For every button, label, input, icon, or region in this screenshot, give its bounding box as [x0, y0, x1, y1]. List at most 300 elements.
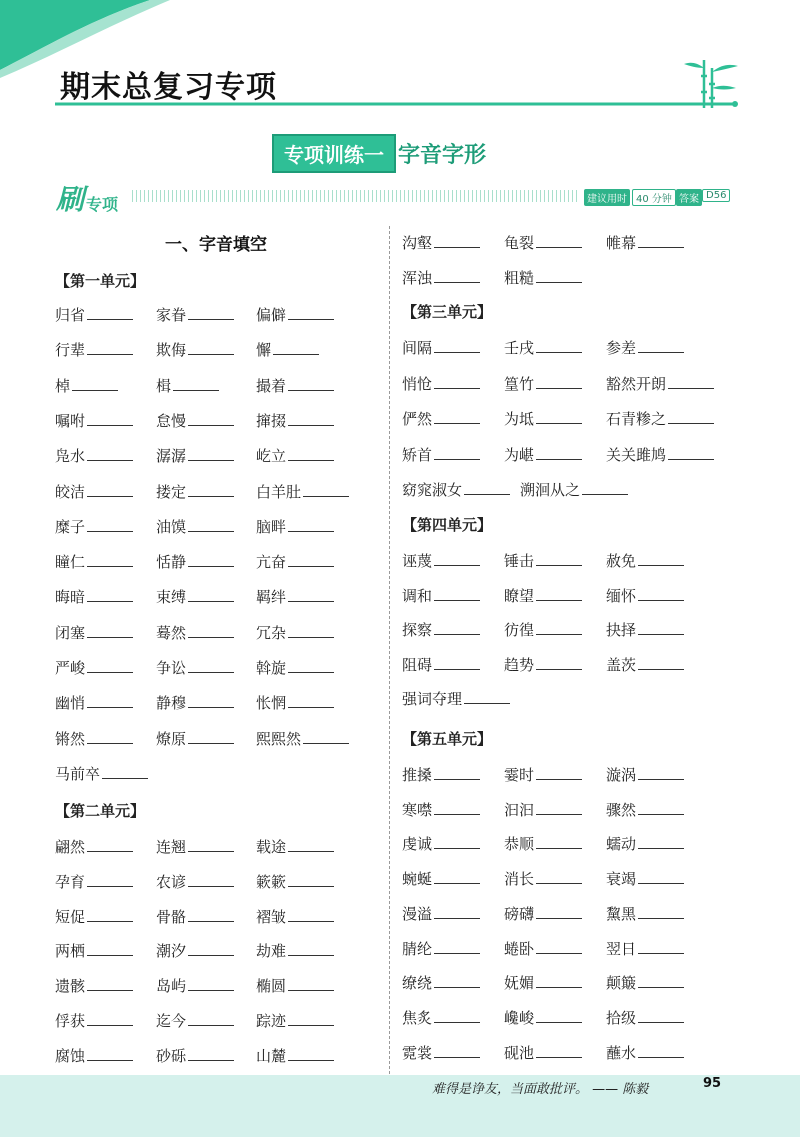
answer-blank[interactable]: [87, 340, 133, 355]
word-item: [55, 445, 133, 466]
section-title: [272, 136, 486, 170]
answer-blank[interactable]: [536, 445, 582, 460]
word-item: [256, 836, 334, 857]
footer-quote: 难得是诤友，当面敢批评。 —— 陈毅: [432, 1082, 649, 1097]
word-text: 岛屿: [156, 977, 187, 996]
answer-blank[interactable]: [638, 800, 684, 815]
word-item: [606, 337, 684, 358]
answer-blank[interactable]: [536, 869, 582, 884]
answer-value-tag: D56: [702, 189, 730, 202]
answer-blank[interactable]: [434, 268, 480, 283]
answer-blank[interactable]: [188, 340, 234, 355]
answer-blank[interactable]: [288, 1046, 334, 1061]
word-text: 抉择: [606, 621, 637, 639]
answer-blank[interactable]: [536, 1043, 582, 1058]
word-text: 束缚: [156, 588, 187, 607]
word-item: [55, 1045, 133, 1066]
answer-blank[interactable]: [536, 338, 582, 353]
answer-blank[interactable]: [188, 837, 234, 852]
answer-blank[interactable]: [536, 586, 582, 601]
word-text: 窈窕淑女: [402, 481, 463, 499]
answer-blank[interactable]: [87, 482, 133, 497]
word-text: 为坻: [504, 410, 535, 428]
answer-blank[interactable]: [288, 376, 334, 391]
word-text: 悄怆: [402, 374, 433, 393]
word-text: 农谚: [156, 872, 187, 891]
answer-blank[interactable]: [434, 655, 480, 670]
word-text: 壬戌: [504, 339, 535, 357]
word-item: [402, 833, 480, 854]
word-item: [504, 938, 582, 959]
word-text: 踪迹: [256, 1012, 287, 1030]
word-item: [504, 654, 582, 675]
word-text: 锤击: [504, 552, 535, 570]
word-text: 砚池: [504, 1043, 535, 1062]
word-item: [504, 764, 582, 785]
answer-blank[interactable]: [288, 623, 334, 638]
word-text: 趋势: [504, 655, 535, 674]
word-text: 霓裳: [402, 1043, 433, 1062]
page-number: 95: [703, 1076, 722, 1091]
word-item: [606, 373, 714, 394]
word-item: [402, 972, 480, 993]
word-item: [402, 868, 480, 889]
word-text: 颠簸: [606, 974, 637, 993]
answer-blank[interactable]: [536, 655, 582, 670]
word-item: [606, 1007, 684, 1028]
word-text: 骨骼: [156, 907, 187, 926]
word-text: 推搡: [402, 766, 433, 784]
word-item: [156, 410, 234, 431]
answer-blank[interactable]: [87, 976, 133, 991]
word-text: 浑浊: [402, 269, 433, 287]
word-text: 劫难: [256, 942, 287, 961]
word-text: 寒噤: [402, 800, 433, 819]
answer-blank[interactable]: [87, 729, 133, 744]
word-text: 调和: [402, 586, 433, 605]
word-text: 恬静: [156, 553, 187, 572]
answer-blank[interactable]: [87, 446, 133, 461]
word-item: [402, 479, 510, 500]
word-item: [402, 337, 480, 358]
answer-blank[interactable]: [87, 907, 133, 922]
word-item: [156, 445, 234, 466]
word-text: 拾级: [606, 1008, 637, 1027]
answer-blank[interactable]: [668, 445, 714, 460]
word-text: 瞳仁: [55, 553, 86, 572]
word-text: 迄今: [156, 1012, 187, 1030]
word-item: [504, 619, 582, 640]
answer-blank[interactable]: [536, 904, 582, 919]
word-item: [402, 373, 480, 394]
word-text: 俘获: [55, 1012, 86, 1030]
answer-blank[interactable]: [87, 941, 133, 956]
word-item: [504, 903, 582, 924]
answer-blank[interactable]: [188, 976, 234, 991]
word-item: [156, 586, 234, 607]
word-item: [55, 551, 133, 572]
answer-blank[interactable]: [434, 973, 480, 988]
answer-blank[interactable]: [536, 834, 582, 849]
word-item: [606, 654, 684, 675]
answer-blank[interactable]: [434, 800, 480, 815]
answer-blank[interactable]: [582, 480, 628, 495]
word-item: [256, 871, 334, 892]
word-item: [520, 479, 628, 500]
answer-blank[interactable]: [536, 939, 582, 954]
word-item: [55, 586, 133, 607]
answer-blank[interactable]: [638, 586, 684, 601]
word-item: [55, 763, 148, 784]
word-item: [606, 585, 684, 606]
answer-blank[interactable]: [87, 587, 133, 602]
word-item: [55, 836, 133, 857]
word-item: [55, 375, 118, 396]
answer-blank[interactable]: [188, 411, 234, 426]
word-text: 沟壑: [402, 234, 433, 252]
section-title-rest: 字音字形: [398, 142, 487, 168]
word-text: 漫溢: [402, 904, 433, 923]
answer-blank[interactable]: [188, 941, 234, 956]
answer-blank[interactable]: [87, 837, 133, 852]
answer-blank[interactable]: [288, 976, 334, 991]
word-text: 白羊肚: [256, 482, 302, 501]
answer-blank[interactable]: [638, 973, 684, 988]
answer-blank[interactable]: [288, 941, 334, 956]
answer-blank[interactable]: [288, 872, 334, 887]
word-text: 羁绊: [256, 588, 287, 607]
word-item: [156, 871, 234, 892]
word-item: [256, 975, 334, 996]
word-text: 糜子: [55, 517, 86, 536]
answer-blank[interactable]: [288, 305, 334, 320]
answer-blank[interactable]: [638, 1008, 684, 1023]
answer-blank[interactable]: [434, 620, 480, 635]
word-item: [606, 972, 684, 993]
word-item: [55, 622, 133, 643]
word-item: [504, 550, 582, 571]
word-text: 磅礴: [504, 904, 535, 923]
word-item: [504, 373, 582, 394]
word-text: 撮着: [256, 376, 287, 395]
word-text: 锵然: [55, 729, 86, 748]
word-text: 虔诚: [402, 835, 433, 854]
answer-blank[interactable]: [638, 620, 684, 635]
answer-blank[interactable]: [273, 340, 319, 355]
answer-blank[interactable]: [434, 869, 480, 884]
word-item: [256, 692, 334, 713]
answer-blank[interactable]: [434, 1043, 480, 1058]
word-item: [256, 906, 334, 927]
word-item: [606, 903, 684, 924]
word-text: 油馍: [156, 517, 187, 536]
word-text: 篁竹: [504, 374, 535, 393]
word-text: 幽悄: [55, 694, 86, 713]
word-text: 屹立: [256, 447, 287, 466]
answer-blank[interactable]: [536, 620, 582, 635]
word-text: 龟裂: [504, 234, 535, 252]
answer-blank[interactable]: [188, 872, 234, 887]
answer-blank[interactable]: [434, 233, 480, 248]
answer-blank[interactable]: [303, 729, 349, 744]
word-item: [504, 972, 582, 993]
answer-blank[interactable]: [434, 409, 480, 424]
word-text: 赦免: [606, 552, 637, 570]
answer-blank[interactable]: [102, 764, 148, 779]
answer-blank[interactable]: [434, 904, 480, 919]
word-text: 欺侮: [156, 341, 187, 360]
answer-blank[interactable]: [536, 551, 582, 566]
answer-blank[interactable]: [173, 376, 219, 391]
word-text: 蜿蜒: [402, 870, 433, 889]
answer-blank[interactable]: [434, 834, 480, 849]
word-text: 帷幕: [606, 234, 637, 252]
answer-blank[interactable]: [87, 1046, 133, 1061]
word-text: 诬蔑: [402, 552, 433, 570]
word-item: [402, 408, 480, 429]
answer-blank[interactable]: [536, 268, 582, 283]
word-item: [55, 906, 133, 927]
answer-blank[interactable]: [638, 765, 684, 780]
word-item: [606, 232, 684, 253]
answer-blank[interactable]: [668, 409, 714, 424]
answer-blank[interactable]: [536, 409, 582, 424]
word-item: [256, 481, 349, 502]
answer-blank[interactable]: [188, 305, 234, 320]
word-text: 潺潺: [156, 447, 187, 466]
word-text: 行辈: [55, 341, 86, 360]
word-text: 熙熙然: [256, 729, 302, 748]
word-item: [156, 657, 234, 678]
answer-blank[interactable]: [434, 586, 480, 601]
answer-blank[interactable]: [188, 446, 234, 461]
word-text: 蜷卧: [504, 939, 535, 958]
answer-blank[interactable]: [87, 552, 133, 567]
word-text: 凫水: [55, 447, 86, 466]
answer-blank[interactable]: [536, 800, 582, 815]
word-item: [402, 764, 480, 785]
word-text: 楫: [156, 376, 172, 395]
answer-blank[interactable]: [72, 376, 118, 391]
word-text: 间隔: [402, 339, 433, 357]
word-text: 簌簌: [256, 872, 287, 891]
answer-blank[interactable]: [464, 480, 510, 495]
word-text: 蠕动: [606, 835, 637, 854]
answer-blank[interactable]: [87, 1011, 133, 1026]
answer-blank[interactable]: [638, 1043, 684, 1058]
word-item: [402, 550, 480, 571]
answer-blank[interactable]: [188, 729, 234, 744]
answer-blank[interactable]: [188, 552, 234, 567]
word-text: 腐蚀: [55, 1046, 86, 1065]
answer-blank[interactable]: [638, 904, 684, 919]
answer-blank[interactable]: [536, 1008, 582, 1023]
answer-label-tag: 答案: [676, 189, 702, 206]
word-text: 漩涡: [606, 766, 637, 784]
word-item: [55, 1010, 133, 1031]
word-item: [402, 903, 480, 924]
brand-logo: [56, 178, 118, 218]
answer-blank[interactable]: [536, 374, 582, 389]
answer-blank[interactable]: [434, 939, 480, 954]
word-item: [156, 481, 234, 502]
word-item: [504, 1007, 582, 1028]
word-item: [606, 833, 684, 854]
word-text: 短促: [55, 907, 86, 926]
answer-blank[interactable]: [536, 233, 582, 248]
answer-blank[interactable]: [188, 658, 234, 673]
answer-blank[interactable]: [188, 623, 234, 638]
word-text: 探察: [402, 621, 433, 639]
word-item: [55, 304, 133, 325]
word-item: [256, 657, 334, 678]
word-item: [156, 1010, 234, 1031]
word-text: 彷徨: [504, 621, 535, 639]
word-text: 盖茨: [606, 655, 637, 674]
word-item: [402, 585, 480, 606]
answer-blank[interactable]: [288, 1011, 334, 1026]
answer-blank[interactable]: [303, 482, 349, 497]
word-text: 搂定: [156, 482, 187, 501]
word-item: [55, 410, 133, 431]
word-item: [504, 267, 582, 288]
unit-heading-1: 【第一单元】: [55, 272, 146, 290]
word-text: 为嵁: [504, 445, 535, 464]
answer-blank[interactable]: [87, 517, 133, 532]
answer-blank[interactable]: [188, 1011, 234, 1026]
word-text: 翌日: [606, 939, 637, 958]
word-item: [402, 619, 480, 640]
word-text: 怠慢: [156, 411, 187, 430]
word-text: 翩然: [55, 838, 86, 856]
answer-blank[interactable]: [434, 765, 480, 780]
word-item: [256, 516, 334, 537]
answer-blank[interactable]: [188, 1046, 234, 1061]
answer-blank[interactable]: [638, 939, 684, 954]
answer-blank[interactable]: [638, 869, 684, 884]
answer-blank[interactable]: [668, 374, 714, 389]
word-text: 怅惘: [256, 694, 287, 713]
word-item: [55, 975, 133, 996]
word-text: 两栖: [55, 942, 86, 961]
answer-blank[interactable]: [434, 338, 480, 353]
word-text: 骤然: [606, 800, 637, 819]
answer-blank[interactable]: [536, 973, 582, 988]
unit-heading-5: 【第五单元】: [402, 730, 493, 748]
word-text: 撺掇: [256, 411, 287, 430]
word-item: [504, 585, 582, 606]
section-title-box: 专项训练一: [272, 134, 396, 173]
word-text: 缅怀: [606, 586, 637, 605]
answer-blank[interactable]: [188, 907, 234, 922]
answer-blank[interactable]: [464, 689, 510, 704]
answer-blank[interactable]: [87, 623, 133, 638]
word-item: [156, 622, 234, 643]
word-item: [606, 619, 684, 640]
word-item: [504, 444, 582, 465]
time-value-tag: 40 分钟: [632, 189, 676, 206]
answer-blank[interactable]: [434, 551, 480, 566]
word-item: [256, 940, 334, 961]
word-text: 衰竭: [606, 870, 637, 889]
word-text: 潮汐: [156, 942, 187, 961]
word-text: 皎洁: [55, 482, 86, 501]
answer-blank[interactable]: [638, 655, 684, 670]
word-item: [256, 304, 334, 325]
word-item: [156, 836, 234, 857]
word-item: [156, 551, 234, 572]
word-text: 孕育: [55, 872, 86, 891]
word-item: [606, 1042, 684, 1063]
unit-heading-3: 【第三单元】: [402, 303, 493, 321]
brand-big: 刷: [56, 183, 85, 216]
word-item: [402, 232, 480, 253]
answer-blank[interactable]: [638, 834, 684, 849]
answer-blank[interactable]: [87, 693, 133, 708]
word-text: 晦暗: [55, 588, 86, 607]
word-text: 石青糁之: [606, 410, 667, 428]
answer-blank[interactable]: [288, 837, 334, 852]
word-text: 遗骸: [55, 977, 86, 996]
word-text: 马前卒: [55, 764, 101, 783]
decorative-ruler: [132, 190, 580, 202]
answer-blank[interactable]: [638, 551, 684, 566]
answer-blank[interactable]: [434, 1008, 480, 1023]
answer-blank[interactable]: [288, 693, 334, 708]
word-text: 争讼: [156, 659, 187, 677]
answer-blank[interactable]: [188, 693, 234, 708]
word-item: [156, 692, 234, 713]
word-text: 豁然开朗: [606, 374, 667, 393]
word-item: [402, 654, 480, 675]
word-text: 砂砾: [156, 1046, 187, 1065]
word-item: [606, 799, 684, 820]
answer-blank[interactable]: [288, 446, 334, 461]
answer-blank[interactable]: [188, 587, 234, 602]
answer-blank[interactable]: [188, 517, 234, 532]
word-item: [606, 764, 684, 785]
answer-blank[interactable]: [87, 305, 133, 320]
word-item: [156, 1045, 234, 1066]
answer-blank[interactable]: [288, 517, 334, 532]
answer-blank[interactable]: [434, 374, 480, 389]
word-item: [156, 975, 234, 996]
answer-blank[interactable]: [288, 907, 334, 922]
answer-blank[interactable]: [434, 445, 480, 460]
answer-blank[interactable]: [188, 482, 234, 497]
word-text: 瞭望: [504, 586, 535, 605]
answer-blank[interactable]: [87, 872, 133, 887]
word-text: 强词夺理: [402, 690, 463, 708]
word-text: 脑畔: [256, 517, 287, 536]
word-text: 恭顺: [504, 835, 535, 854]
answer-blank[interactable]: [288, 587, 334, 602]
word-item: [256, 728, 349, 749]
answer-blank[interactable]: [288, 552, 334, 567]
word-item: [256, 1010, 334, 1031]
word-text: 连翘: [156, 838, 187, 856]
answer-blank[interactable]: [536, 765, 582, 780]
answer-blank[interactable]: [638, 338, 684, 353]
word-text: 焦炙: [402, 1008, 433, 1027]
answer-blank[interactable]: [87, 658, 133, 673]
word-item: [55, 339, 133, 360]
word-item: [606, 550, 684, 571]
answer-blank[interactable]: [87, 411, 133, 426]
answer-blank[interactable]: [638, 233, 684, 248]
answer-blank[interactable]: [288, 658, 334, 673]
answer-blank[interactable]: [288, 411, 334, 426]
